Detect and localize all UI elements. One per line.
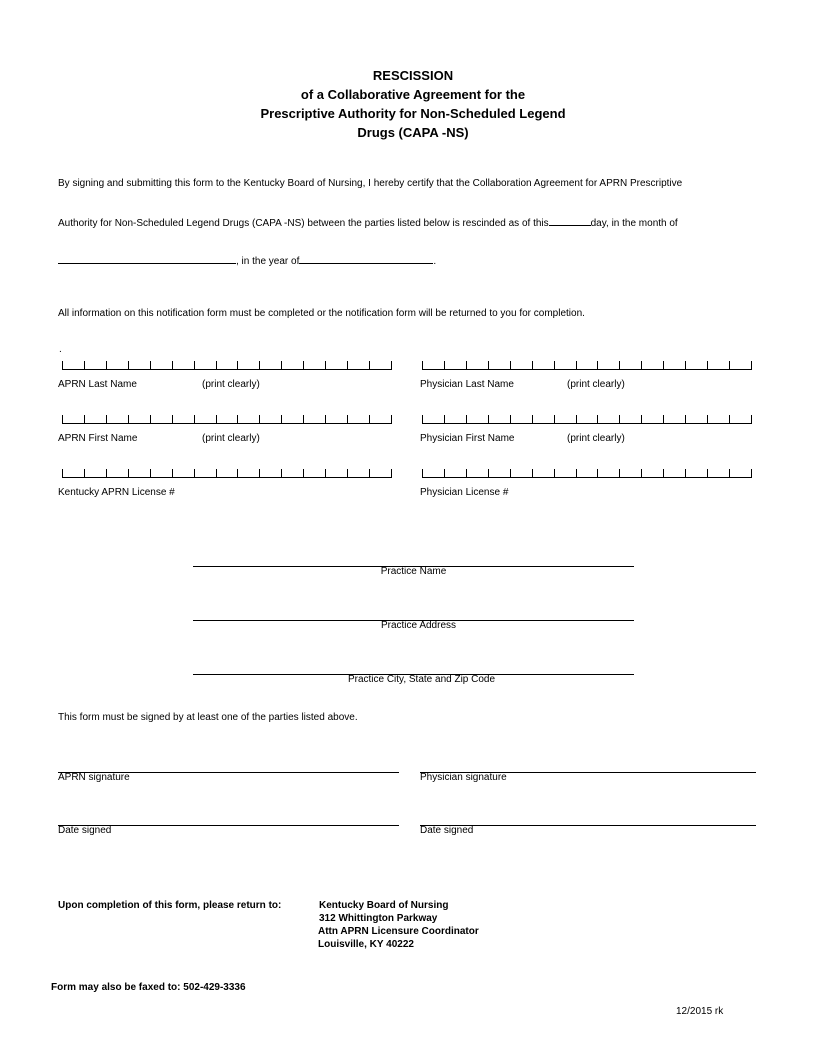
physician-first-name-field[interactable] <box>422 415 752 424</box>
practice-name-label: Practice Name <box>380 566 447 577</box>
comb-tick <box>62 415 63 423</box>
comb-tick <box>369 469 370 477</box>
comb-tick <box>303 415 304 423</box>
aprn-first-name-field[interactable] <box>62 415 392 424</box>
comb-tick <box>488 361 489 369</box>
comb-tick <box>281 415 282 423</box>
certify-line-1: By signing and submitting this form to the Kentucky Board of Nursing, I hereby certify that the Collaboration Agreement for APRN Prescriptive <box>58 178 683 189</box>
comb-tick <box>466 361 467 369</box>
physician-first-name-label: Physician First Name <box>420 433 515 444</box>
comb-tick <box>391 361 392 369</box>
aprn-date-label: Date signed <box>58 825 112 836</box>
comb-tick <box>106 361 107 369</box>
comb-tick <box>150 469 151 477</box>
comb-tick <box>128 415 129 423</box>
signature-note: This form must be signed by at least one of the parties listed above. <box>58 712 358 723</box>
comb-tick <box>237 361 238 369</box>
comb-tick <box>444 415 445 423</box>
comb-tick <box>237 469 238 477</box>
comb-tick <box>84 469 85 477</box>
comb-tick <box>369 361 370 369</box>
comb-tick <box>576 361 577 369</box>
physician-last-name-field[interactable] <box>422 361 752 370</box>
comb-tick <box>641 361 642 369</box>
comb-tick <box>619 415 620 423</box>
comb-tick <box>303 469 304 477</box>
comb-tick <box>325 415 326 423</box>
title-line-2: of a Collaborative Agreement for the <box>300 87 526 102</box>
return-line-1: Kentucky Board of Nursing <box>319 900 449 911</box>
comb-tick <box>751 469 752 477</box>
comb-tick <box>150 415 151 423</box>
comb-tick <box>194 469 195 477</box>
aprn-first-name-label: APRN First Name <box>58 433 138 444</box>
certify-line-2 <box>58 214 678 230</box>
comb-tick <box>347 469 348 477</box>
comb-tick <box>106 469 107 477</box>
comb-tick <box>391 415 392 423</box>
physician-signature-label: Physician signature <box>420 772 507 783</box>
aprn-last-name-field[interactable] <box>62 361 392 370</box>
comb-tick <box>707 415 708 423</box>
comb-tick <box>685 469 686 477</box>
return-line-4: Louisville, KY 40222 <box>318 939 414 950</box>
return-line-2: 312 Whittington Parkway <box>319 913 438 924</box>
comb-tick <box>685 415 686 423</box>
fax-note: Form may also be faxed to: 502-429-3336 <box>51 982 246 993</box>
comb-tick <box>172 415 173 423</box>
comb-tick <box>729 361 730 369</box>
comb-tick <box>128 361 129 369</box>
comb-tick <box>466 469 467 477</box>
physician-date-label: Date signed <box>420 825 474 836</box>
comb-tick <box>303 361 304 369</box>
year-label: , in the year of <box>236 256 300 267</box>
title-line-4: Drugs (CAPA -NS) <box>357 125 469 140</box>
comb-tick <box>259 469 260 477</box>
comb-tick <box>576 415 577 423</box>
comb-tick <box>194 415 195 423</box>
comb-tick <box>532 415 533 423</box>
comb-tick <box>325 361 326 369</box>
completion-notice: All information on this notification form must be completed or the notification form will be returned to you for completion. <box>58 308 585 319</box>
comb-tick <box>444 469 445 477</box>
comb-tick <box>488 415 489 423</box>
certify-line-2-end: day, in the month of <box>590 218 678 229</box>
certify-line-2-text: Authority for Non-Scheduled Legend Drugs (CAPA -NS) between the parties listed below is rescinded as of this <box>58 218 549 229</box>
comb-tick <box>532 469 533 477</box>
physician-last-name-label: Physician Last Name <box>420 379 514 390</box>
certify-period: . <box>433 256 437 267</box>
day-blank[interactable] <box>549 214 591 226</box>
comb-tick <box>597 469 598 477</box>
comb-tick <box>641 469 642 477</box>
comb-tick <box>259 361 260 369</box>
physician-first-print-clearly: (print clearly) <box>567 433 625 444</box>
comb-tick <box>707 469 708 477</box>
comb-tick <box>281 469 282 477</box>
month-blank[interactable] <box>58 252 236 264</box>
comb-tick <box>729 469 730 477</box>
return-line-3: Attn APRN Licensure Coordinator <box>318 926 479 937</box>
comb-tick <box>259 415 260 423</box>
comb-tick <box>106 415 107 423</box>
comb-tick <box>685 361 686 369</box>
title-line-3: Prescriptive Authority for Non-Scheduled Legend <box>260 106 566 121</box>
comb-tick <box>597 415 598 423</box>
comb-tick <box>554 415 555 423</box>
comb-tick <box>532 361 533 369</box>
stray-dot: . <box>59 344 62 355</box>
comb-tick <box>422 361 423 369</box>
physician-last-print-clearly: (print clearly) <box>567 379 625 390</box>
physician-license-field[interactable] <box>422 469 752 478</box>
practice-city-label: Practice City, State and Zip Code <box>347 674 496 685</box>
comb-tick <box>619 361 620 369</box>
comb-tick <box>216 361 217 369</box>
footer-code: 12/2015 rk <box>676 1006 724 1017</box>
return-address <box>319 899 479 951</box>
comb-tick <box>369 415 370 423</box>
comb-tick <box>554 469 555 477</box>
comb-tick <box>62 469 63 477</box>
aprn-signature-label: APRN signature <box>58 772 130 783</box>
comb-tick <box>347 415 348 423</box>
aprn-last-print-clearly: (print clearly) <box>202 379 260 390</box>
comb-tick <box>751 415 752 423</box>
comb-tick <box>84 361 85 369</box>
comb-tick <box>194 361 195 369</box>
comb-tick <box>576 469 577 477</box>
comb-tick <box>172 469 173 477</box>
practice-address-label: Practice Address <box>380 620 457 631</box>
certify-line-3 <box>58 252 436 268</box>
comb-tick <box>707 361 708 369</box>
comb-tick <box>444 361 445 369</box>
comb-tick <box>510 469 511 477</box>
comb-tick <box>216 415 217 423</box>
comb-tick <box>510 361 511 369</box>
year-blank[interactable] <box>299 252 433 264</box>
form-title <box>0 66 816 142</box>
comb-tick <box>347 361 348 369</box>
aprn-license-field[interactable] <box>62 469 392 478</box>
comb-tick <box>391 469 392 477</box>
comb-tick <box>488 469 489 477</box>
comb-tick <box>663 469 664 477</box>
comb-tick <box>150 361 151 369</box>
aprn-first-print-clearly: (print clearly) <box>202 433 260 444</box>
comb-tick <box>554 361 555 369</box>
comb-tick <box>597 361 598 369</box>
comb-tick <box>325 469 326 477</box>
comb-tick <box>281 361 282 369</box>
comb-tick <box>84 415 85 423</box>
comb-tick <box>663 361 664 369</box>
comb-tick <box>663 415 664 423</box>
comb-tick <box>466 415 467 423</box>
comb-tick <box>216 469 217 477</box>
aprn-last-name-label: APRN Last Name <box>58 379 137 390</box>
comb-tick <box>619 469 620 477</box>
comb-tick <box>729 415 730 423</box>
comb-tick <box>62 361 63 369</box>
physician-license-label: Physician License # <box>420 487 509 498</box>
comb-tick <box>237 415 238 423</box>
aprn-license-label: Kentucky APRN License # <box>58 487 175 498</box>
comb-tick <box>172 361 173 369</box>
comb-tick <box>422 415 423 423</box>
comb-tick <box>510 415 511 423</box>
return-label: Upon completion of this form, please return to: <box>58 900 282 911</box>
comb-tick <box>641 415 642 423</box>
comb-tick <box>422 469 423 477</box>
title-line-1: RESCISSION <box>372 68 454 83</box>
comb-tick <box>128 469 129 477</box>
comb-tick <box>751 361 752 369</box>
